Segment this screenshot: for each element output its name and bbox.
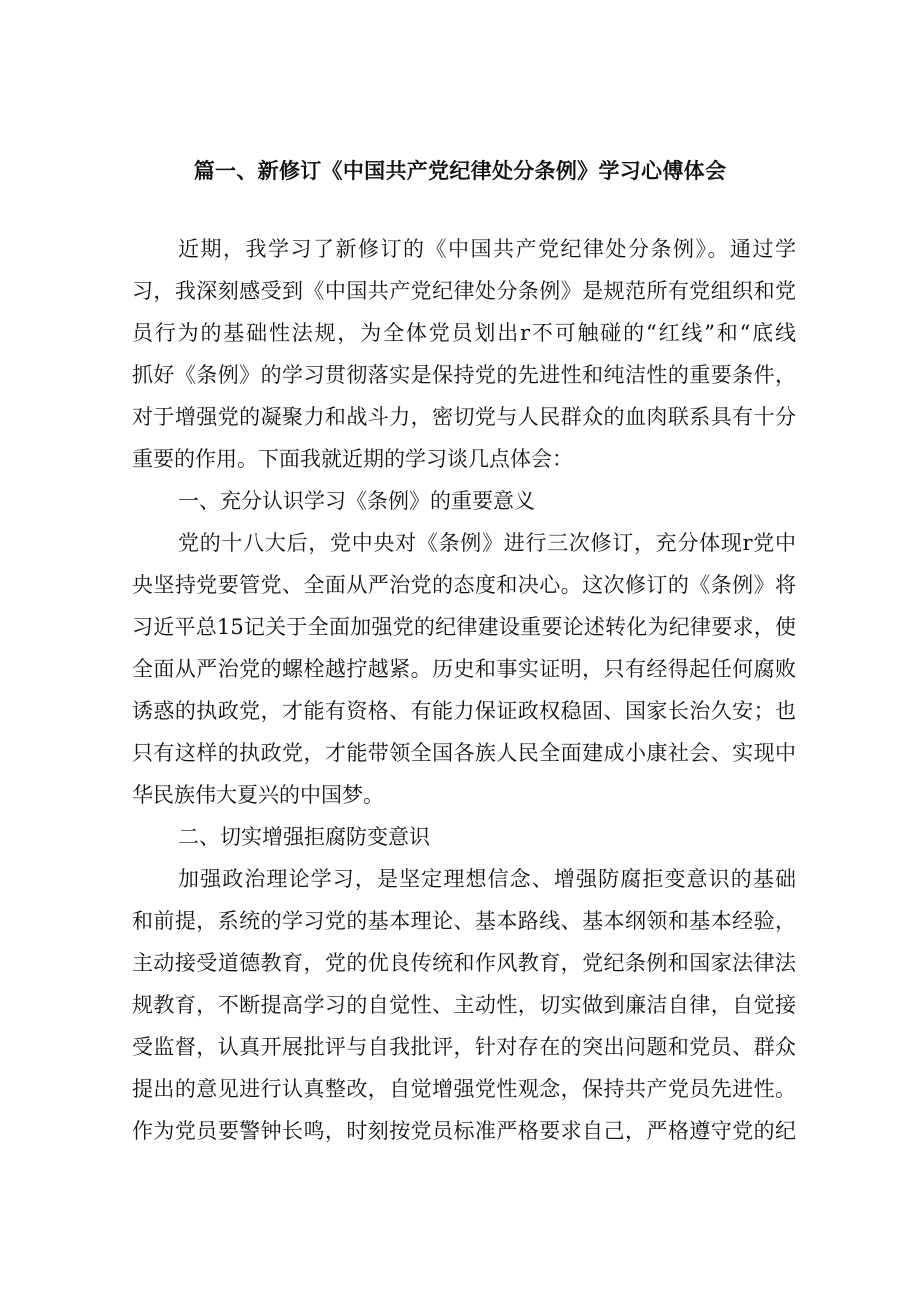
body-line: 一、充分认识学习《条例》的重要意义 <box>178 489 535 513</box>
body-line: 加强政治理论学习，是坚定理想信念、增强防腐拒变意识的基础 <box>178 867 796 891</box>
body-line: 重要的作用。下面我就近期的学习谈几点体会： <box>132 447 573 471</box>
body-line: 主动接受道德教育，党的优良传统和作风教育，党纪条例和国家法律法 <box>132 951 796 975</box>
body-line: 二、切实增强拒腐防变意识 <box>178 825 430 849</box>
body-line: 提出的意见进行认真整改，自觉增强党性观念，保持共产党员先进性。 <box>132 1077 796 1101</box>
body-line: 和前提，系统的学习党的基本理论、基本路线、基本纲领和基本经验， <box>132 909 796 933</box>
body-line: 诱惑的执政党，才能有资格、有能力保证政权稳固、国家长治久安；也 <box>132 699 796 723</box>
body-line: 全面从严治党的螺栓越拧越紧。历史和事实证明，只有经得起任何腐败 <box>132 657 796 681</box>
body-line: 华民族伟大夏兴的中国梦。 <box>132 783 384 807</box>
body-line: 对于增强党的凝聚力和战斗力，密切党与人民群众的血肉联系具有十分 <box>132 405 796 429</box>
document-title: 篇一、新修订《中国共产党纪律处分条例》学习心傅体会 <box>193 159 727 183</box>
document-body <box>132 228 796 1152</box>
body-line: 党的十八大后，党中央对《条例》进行三次修订，充分体现r党中 <box>178 531 796 555</box>
body-line: 近期，我学习了新修订的《中国共产党纪律处分条例》。通过学 <box>178 237 796 261</box>
body-line: 习近平总15记关于全面加强党的纪律建设重要论述转化为纪律要求，使 <box>132 615 796 639</box>
body-line: 习，我深刻感受到《中国共产党纪律处分条例》是规范所有党组织和党 <box>132 279 796 303</box>
body-line: 只有这样的执政党，才能带领全国各族人民全面建成小康社会、实现中 <box>132 741 796 765</box>
body-line: 员行为的基础性法规，为全体党员划出r不可触碰的“红线”和“底线 <box>132 321 796 345</box>
body-line: 受监督，认真开展批评与自我批评，针对存在的突出问题和党员、群众 <box>132 1035 796 1059</box>
body-line: 作为党员要警钟长鸣，时刻按党员标准严格要求自己，严格遵守党的纪 <box>132 1119 796 1143</box>
body-line: 抓好《条例》的学习贯彻落实是保持党的先进性和纯洁性的重要条件， <box>132 363 796 387</box>
body-line: 规教育，不断提高学习的自觉性、主动性，切实做到廉洁自律，自觉接 <box>132 993 796 1017</box>
body-line: 央坚持党要管党、全面从严治党的态度和决心。这次修订的《条例》将 <box>132 573 796 597</box>
